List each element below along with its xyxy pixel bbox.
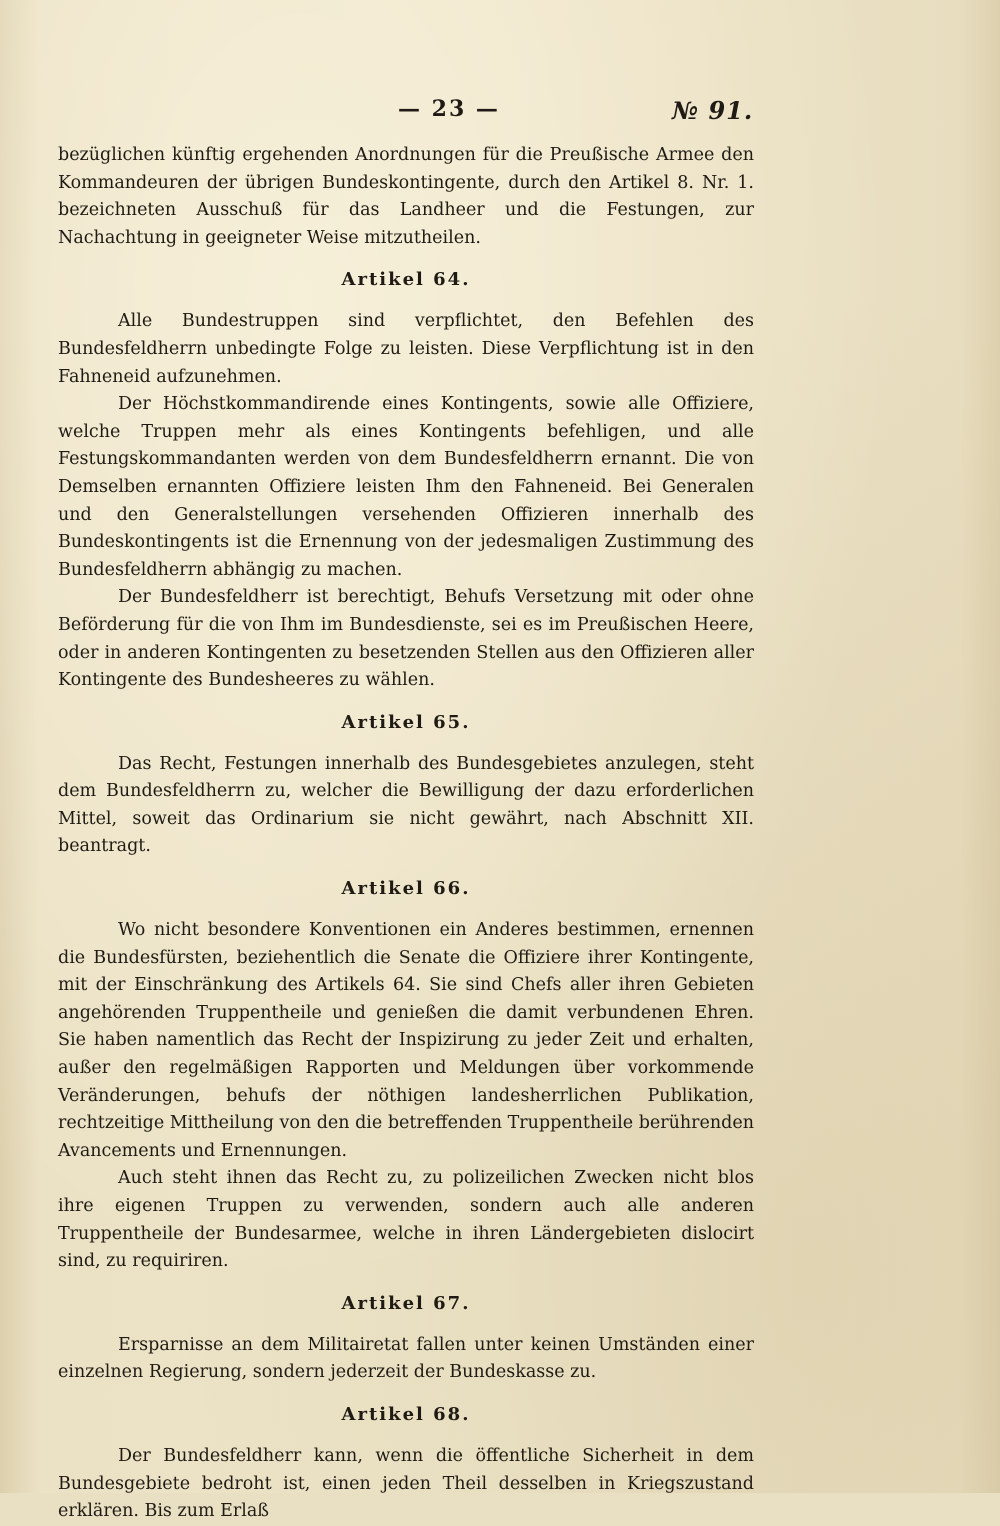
paragraph: Das Recht, Festungen innerhalb des Bundesgebietes anzulegen, steht dem Bundesfeldherrn zu, welcher die Bewilligung der dazu erforderlichen Mittel, soweit das Ordinarium sie nicht gewährt, nach Abschnitt XII. beantragt. xyxy=(58,753,754,857)
paragraph: Der Höchstkommandirende eines Kontingents, sowie alle Offiziere, welche Truppen mehr als eines Kontingents befehligen, und alle Festungskommandanten werden von dem Bundesfeldherrn ernannt. Die von Demselben ernannten Offiziere leisten Ihm den Fahneneid. Bei Generalen und den Generalstellungen versehenden Offizieren innerhalb des Bundeskontingents ist die Ernennung von der jedesmaligen Zustimmung des Bundesfeldherrn abhängig zu machen. xyxy=(58,394,754,580)
document-body xyxy=(58,142,754,1526)
paragraph: Ersparnisse an dem Militairetat fallen unter keinen Umständen einer einzelnen Regierung, sondern jederzeit der Bundeskasse zu. xyxy=(58,1334,754,1383)
paragraph: bezüglichen künftig ergehenden Anordnungen für die Preußische Armee den Kommandeuren der übrigen Bundeskontingente, durch den Artikel 8. Nr. 1. bezeichneten Ausschuß für das Landheer und die Festungen, zur Nachachtung in geeigneter Weise mitzutheilen. xyxy=(58,145,754,248)
page-header xyxy=(58,96,760,136)
paragraph: Der Bundesfeldherr kann, wenn die öffentliche Sicherheit in dem Bundesgebiete bedroht ist, einen jeden Theil desselben in Kriegszustand erklären. Bis zum Erlaß xyxy=(58,1445,754,1522)
article-heading: Artikel 68. xyxy=(341,1403,471,1425)
article-heading: Artikel 67. xyxy=(341,1292,471,1314)
paragraph: Alle Bundestruppen sind verpflichtet, den Befehlen des Bundesfeldherrn unbedingte Folge zu leisten. Diese Verpflichtung ist in den Fahneneid aufzunehmen. xyxy=(58,311,754,387)
paragraph: Auch steht ihnen das Recht zu, zu polizeilichen Zwecken nicht blos ihre eigenen Truppen zu verwenden, sondern auch alle anderen Truppentheile der Bundesarmee, welche in ihren Ländergebieten dislocirt sind, zu requiriren. xyxy=(58,1168,754,1272)
article-heading: Artikel 64. xyxy=(341,269,471,291)
paragraph: Der Bundesfeldherr ist berechtigt, Behufs Versetzung mit oder ohne Beförderung für die von Ihm im Bundesdienste, sei es im Preußischen Heere, oder in anderen Kontingenten zu besetzenden Stellen aus den Offizieren aller Kontingente des Bundesheeres zu wählen. xyxy=(58,587,754,691)
page-number: — 23 — xyxy=(398,96,500,122)
paragraph: Wo nicht besondere Konventionen ein Anderes bestimmen, ernennen die Bundesfürsten, beziehentlich die Senate die Offiziere ihrer Kontingente, mit der Einschränkung des Artikels 64. Sie sind Chefs aller ihren Gebieten angehörenden Truppentheile und genießen die damit verbundenen Ehren. Sie haben namentlich das Recht der Inspizirung zu jeder Zeit und erhalten, außer den regelmäßigen Rapporten und Meldungen über vorkommende Veränderungen, behufs der nöthigen landesherrlichen Publikation, rechtzeitige Mittheilung von den die betreffenden Truppentheile berührenden Avancements und Ernennungen. xyxy=(58,920,754,1161)
document-number: № 91. xyxy=(672,96,754,125)
article-heading: Artikel 65. xyxy=(341,711,471,733)
article-heading: Artikel 66. xyxy=(341,878,471,900)
